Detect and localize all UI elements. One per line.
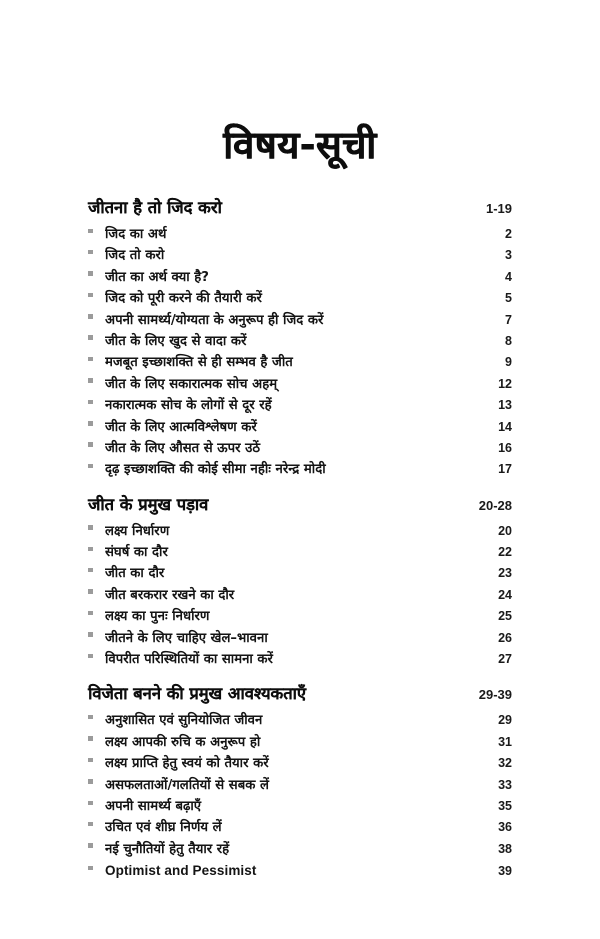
bullet-square-icon (88, 393, 105, 411)
toc-entry-page-number: 23 (498, 566, 512, 581)
toc-entry-label: जिद का अर्थ (105, 227, 167, 242)
toc-entry[interactable] (88, 288, 512, 309)
section-item-list (88, 710, 512, 881)
bullet-square-icon (88, 265, 105, 283)
toc-entry[interactable] (88, 817, 512, 838)
section-item-list (88, 521, 512, 671)
toc-entry-page-number: 16 (498, 440, 512, 455)
toc-entry[interactable] (88, 521, 512, 542)
bullet-square-icon (88, 647, 105, 665)
bullet-square-icon (88, 415, 105, 433)
table-of-contents (88, 196, 512, 882)
toc-entry-page-number: 24 (498, 587, 512, 602)
section-heading-label: जीत के प्रमुख पड़ाव (88, 494, 209, 514)
bullet-square-icon (88, 436, 105, 454)
bullet-square-icon (88, 751, 105, 769)
toc-entry-label: Optimist and Pessimist (105, 863, 257, 879)
toc-entry[interactable] (88, 732, 512, 753)
bullet-square-icon (88, 583, 105, 601)
bullet-square-icon (88, 794, 105, 812)
toc-entry-page-number: 38 (498, 841, 512, 856)
toc-entry-page-number: 8 (505, 333, 512, 348)
section-heading-row[interactable] (88, 196, 512, 221)
toc-entry[interactable] (88, 606, 512, 627)
toc-entry-page-number: 32 (498, 756, 512, 771)
bullet-square-icon (88, 859, 105, 877)
toc-entry-page-number: 36 (498, 820, 512, 835)
bullet-square-icon (88, 837, 105, 855)
toc-entry-label: अनुशासित एवं सुनियोजित जीवन (105, 713, 263, 729)
toc-entry-label: जिद तो करो (105, 248, 165, 264)
toc-entry-label: असफलताओं/गलतियों से सबक लें (105, 777, 269, 793)
bullet-square-icon (88, 350, 105, 368)
toc-entry-page-number: 9 (505, 355, 512, 370)
bullet-square-icon (88, 815, 105, 833)
toc-entry[interactable] (88, 245, 512, 266)
toc-entry[interactable] (88, 710, 512, 731)
bullet-square-icon (88, 372, 105, 390)
toc-entry[interactable] (88, 438, 512, 459)
toc-entry[interactable] (88, 839, 512, 860)
section-page-range: 1-19 (485, 201, 512, 216)
toc-entry[interactable] (88, 267, 512, 288)
toc-entry-label: जीत के लिए खुद से वादा करें (105, 333, 247, 349)
toc-entry[interactable] (88, 860, 512, 881)
bullet-square-icon (88, 222, 105, 240)
toc-entry-page-number: 3 (505, 248, 512, 263)
toc-entry-page-number: 17 (498, 462, 512, 477)
toc-section (88, 196, 512, 481)
bullet-square-icon (88, 604, 105, 622)
toc-entry[interactable] (88, 395, 512, 416)
bullet-square-icon (88, 519, 105, 537)
section-page-range: 20-28 (478, 497, 512, 513)
bullet-square-icon (88, 540, 105, 558)
toc-entry-label: संघर्ष का दौर (105, 545, 168, 561)
toc-entry-label: अपनी सामर्थ्य/योग्यता के अनुरूप ही जिद करें (105, 312, 324, 328)
bullet-square-icon (88, 708, 105, 726)
toc-entry-label: विपरीत परिस्थितियों का सामना करें (105, 652, 273, 668)
toc-entry[interactable] (88, 352, 512, 373)
section-item-list (88, 224, 512, 481)
toc-entry-page-number: 7 (505, 312, 512, 327)
toc-entry-page-number: 13 (498, 398, 512, 413)
toc-entry[interactable] (88, 224, 512, 245)
bullet-square-icon (88, 730, 105, 748)
toc-entry[interactable] (88, 753, 512, 774)
toc-entry-label: जिद को पूरी करने की तैयारी करें (105, 291, 262, 307)
toc-entry-label: जीत के लिए आत्मविश्लेषण करें (105, 419, 257, 435)
toc-entry-page-number: 5 (505, 291, 512, 306)
toc-entry-page-number: 4 (505, 269, 512, 284)
toc-entry-label: जीत का दौर (105, 566, 165, 582)
section-heading-label: जीतना है तो जिद करो (88, 198, 222, 217)
toc-entry-label: लक्ष्य निर्धारण (105, 523, 170, 539)
bullet-square-icon (88, 457, 105, 475)
toc-entry-label: अपनी सामर्थ्य बढ़ाएँ (105, 798, 202, 814)
toc-entry[interactable] (88, 310, 512, 331)
toc-entry[interactable] (88, 374, 512, 395)
toc-entry-label: नकारात्मक सोच के लोगों से दूर रहें (105, 398, 272, 414)
section-heading-row[interactable] (88, 682, 512, 707)
toc-section (88, 682, 512, 881)
toc-entry-page-number: 22 (498, 545, 512, 560)
bullet-square-icon (88, 308, 105, 326)
toc-entry[interactable] (88, 331, 512, 352)
toc-entry-page-number: 35 (498, 798, 512, 813)
toc-entry[interactable] (88, 563, 512, 584)
toc-entry[interactable] (88, 459, 512, 480)
toc-entry[interactable] (88, 542, 512, 563)
bullet-square-icon (88, 286, 105, 304)
toc-entry-label: जीतने के लिए चाहिए खेल–भावना (105, 630, 268, 646)
bullet-square-icon (88, 561, 105, 579)
toc-entry-page-number: 14 (498, 419, 512, 434)
toc-entry-page-number: 31 (498, 734, 512, 749)
toc-entry[interactable] (88, 775, 512, 796)
toc-entry-page-number: 26 (498, 630, 512, 645)
section-heading-label: विजेता बनने की प्रमुख आवश्यकताएँ (88, 684, 306, 704)
toc-entry[interactable] (88, 585, 512, 606)
toc-entry-page-number: 29 (498, 713, 512, 728)
toc-entry-label: जीत के लिए सकारात्मक सोच अहम् (105, 376, 278, 392)
toc-entry-label: जीत बरकरार रखने का दौर (105, 587, 235, 603)
bullet-square-icon (88, 626, 105, 644)
toc-entry-label: दृढ़ इच्छाशक्ति की कोई सीमा नहीः नरेन्द्र मोदी (105, 462, 326, 478)
toc-entry[interactable] (88, 628, 512, 649)
toc-entry-page-number: 25 (498, 609, 512, 624)
toc-entry-label: उचित एवं शीघ्र निर्णय लें (105, 820, 222, 836)
toc-entry[interactable] (88, 417, 512, 438)
bullet-square-icon (88, 329, 105, 347)
bullet-square-icon (88, 243, 105, 261)
toc-entry[interactable] (88, 796, 512, 817)
toc-entry-label: जीत के लिए औसत से ऊपर उठें (105, 440, 261, 456)
page-title: विषय-सूची (223, 123, 377, 168)
toc-entry-page-number: 12 (498, 376, 512, 391)
toc-entry-page-number: 27 (498, 652, 512, 667)
toc-entry-label: जीत का अर्थ क्या है? (105, 269, 209, 285)
toc-entry-label: लक्ष्य आपकी रुचि क अनुरूप हो (105, 734, 261, 750)
toc-entry-page-number: 2 (505, 227, 512, 241)
toc-entry-label: लक्ष्य प्राप्ति हेतु स्वयं को तैयार करें (105, 756, 269, 772)
toc-entry-page-number: 33 (498, 777, 512, 792)
toc-section (88, 493, 512, 671)
toc-entry-label: नई चुनौतियों हेतु तैयार रहें (105, 841, 230, 857)
section-heading-row[interactable] (88, 493, 512, 518)
section-page-range: 29-39 (478, 687, 512, 703)
toc-entry-page-number: 39 (498, 864, 512, 879)
toc-entry-page-number: 20 (498, 523, 512, 538)
bullet-square-icon (88, 773, 105, 791)
toc-entry-label: लक्ष्य का पुनः निर्धारण (105, 609, 210, 625)
toc-entry-label: मजबूत इच्छाशक्ति से ही सम्भव है जीत (105, 355, 293, 371)
toc-entry[interactable] (88, 649, 512, 670)
